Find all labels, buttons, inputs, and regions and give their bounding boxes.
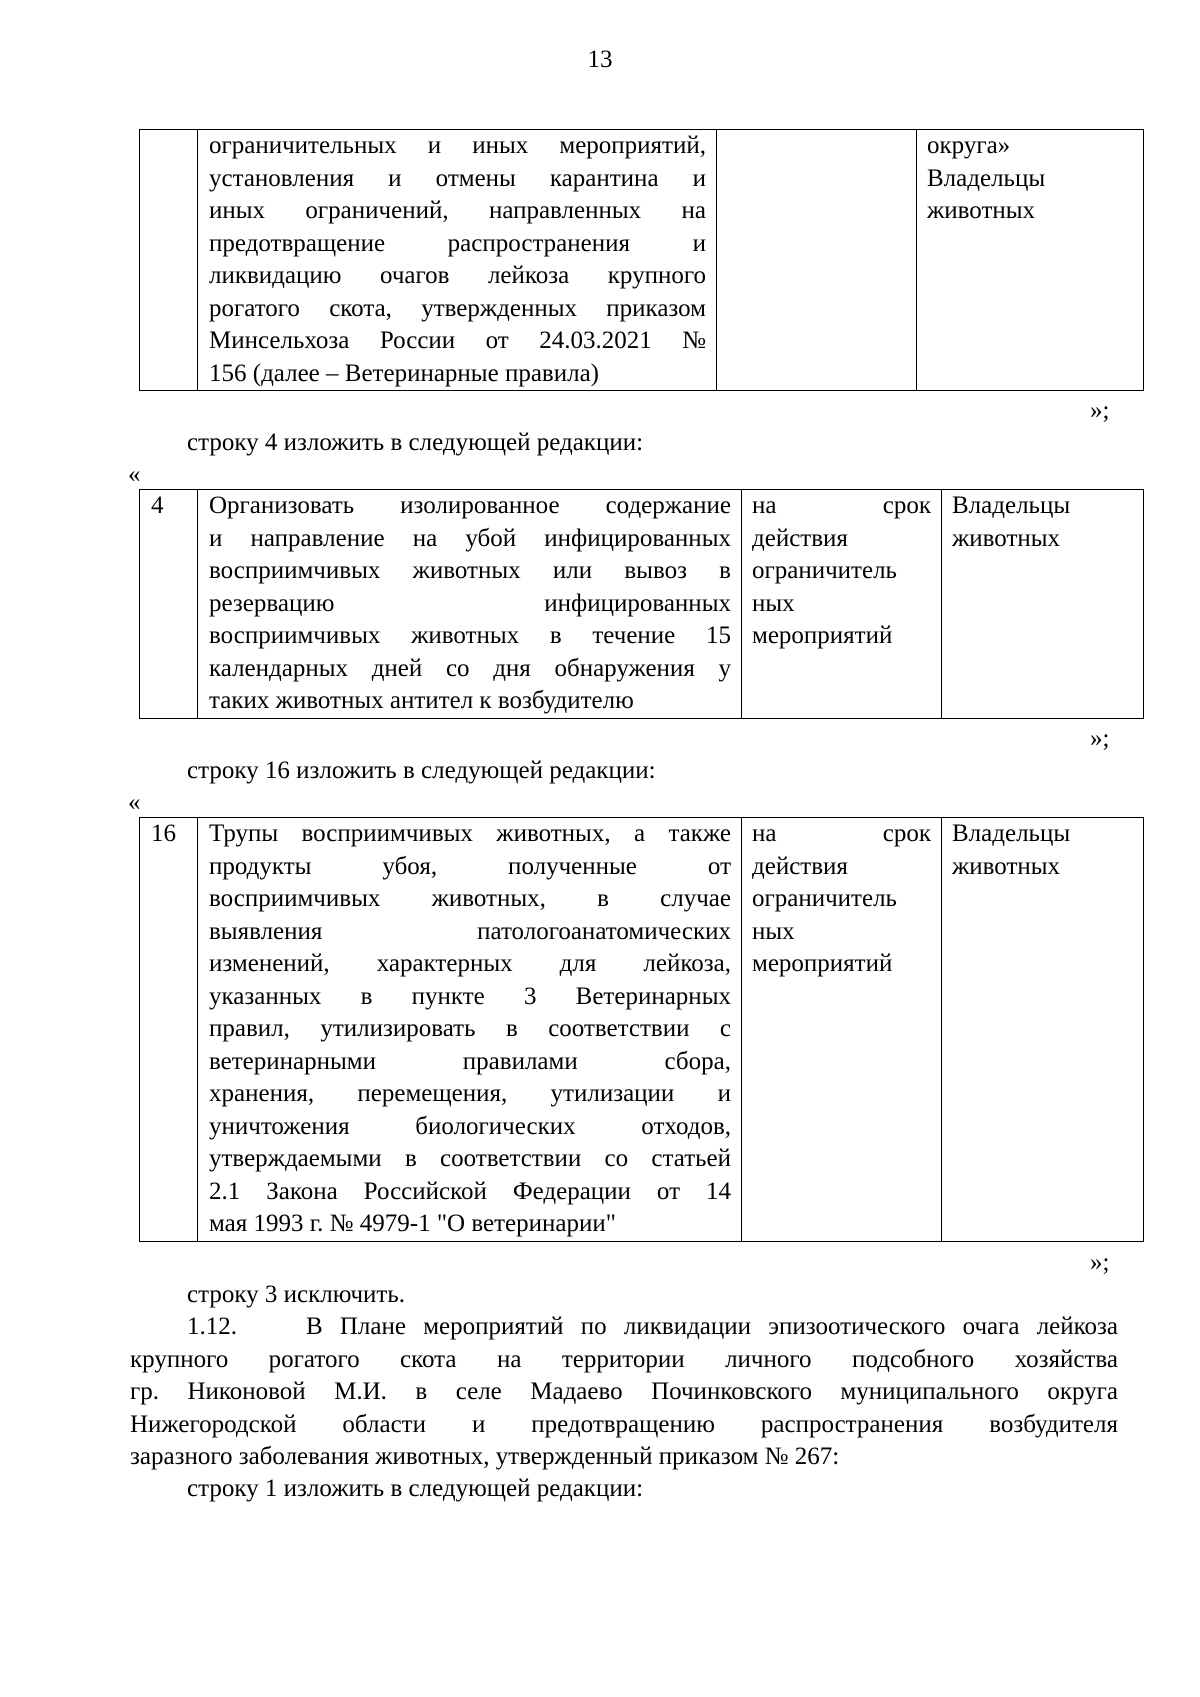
text-line: Владельцы: [927, 164, 1046, 192]
text-line: правил, утилизировать в соответствии с: [209, 1015, 731, 1042]
text-line: 1.12. В Плане мероприятий по ликвидации эпизоотического очага лейкоза: [187, 1313, 1118, 1340]
term-cell: [742, 818, 942, 1242]
page-number: 13: [587, 46, 613, 73]
responsible-cell: [942, 818, 1144, 1242]
instruction-line: строку 3 исключить.: [187, 1281, 405, 1308]
text-line: Нижегородской области и предотвращению распространения возбудителя: [130, 1410, 1118, 1438]
text-line: Владельцы: [952, 492, 1071, 519]
text-line: округа»: [927, 132, 1011, 159]
text-line: уничтожения биологических отходов,: [209, 1112, 731, 1140]
text-line: ных: [752, 589, 795, 617]
text-line: ограничительных и иных мероприятий,: [209, 132, 706, 159]
text-line: мая 1993 г. № 4979-1 "О ветеринарии": [209, 1210, 616, 1237]
text-line: 156 (далее – Ветеринарные правила): [209, 359, 600, 387]
measure-cell: [198, 130, 717, 391]
text-line: предотвращение распространения и: [209, 229, 706, 257]
table-continuation: [139, 129, 1144, 391]
text-line: ных: [752, 917, 795, 945]
text-line: продукты убоя, полученные от: [209, 852, 731, 880]
text-line: Минсельхоза России от 24.03.2021 №: [209, 327, 706, 354]
text-line: на срок: [752, 820, 931, 847]
closing-quote: »;: [1090, 1249, 1110, 1276]
row-number-cell: 4: [140, 490, 198, 719]
text-line: гр. Никоновой М.И. в селе Мадаево Починковского муниципального округа: [130, 1378, 1118, 1405]
measure-cell: [198, 490, 742, 719]
text-line: на срок: [752, 492, 931, 519]
instruction-line: строку 16 изложить в следующей редакции:: [187, 757, 656, 784]
text-line: календарных дней со дня обнаружения у: [209, 654, 731, 682]
text-line: Владельцы: [952, 820, 1071, 847]
text-line: выявления патологоанатомических: [209, 917, 731, 945]
text-line: крупного рогатого скота на территории личного подсобного хозяйства: [130, 1345, 1118, 1373]
text-line: хранения, перемещения, утилизации и: [209, 1080, 731, 1107]
responsible-cell: [917, 130, 1144, 391]
term-cell: [717, 130, 917, 391]
text-line: восприимчивых животных, в случае: [209, 885, 731, 912]
instruction-line: строку 1 изложить в следующей редакции:: [187, 1475, 644, 1502]
term-cell: [742, 490, 942, 719]
table-row: [140, 130, 1144, 391]
table-row: [140, 818, 1144, 1242]
text-line: изменений, характерных для лейкоза,: [209, 950, 731, 977]
text-line: животных: [952, 524, 1061, 552]
text-line: Трупы восприимчивых животных, а также: [209, 820, 731, 847]
text-line: ветеринарными правилами сбора,: [209, 1047, 731, 1075]
text-line: иных ограничений, направленных на: [209, 197, 706, 224]
measure-cell: [198, 818, 742, 1242]
row-number-cell: 16: [140, 818, 198, 1242]
text-line: ограничитель: [752, 885, 897, 912]
text-line: таких животных антител к возбудителю: [209, 687, 634, 714]
text-line: установления и отмены карантина и: [209, 164, 706, 192]
instruction-line: строку 4 изложить в следующей редакции:: [187, 429, 644, 456]
text-line: действия: [752, 852, 848, 880]
table-row-4: [139, 489, 1144, 719]
row-number-cell: [140, 130, 198, 391]
text-line: животных: [952, 852, 1061, 880]
closing-quote: »;: [1090, 725, 1110, 752]
closing-quote: »;: [1090, 397, 1110, 424]
text-line: и направление на убой инфицированных: [209, 524, 731, 552]
text-line: мероприятий: [752, 950, 893, 977]
text-line: животных: [927, 197, 1036, 224]
text-line: заразного заболевания животных, утвержденный приказом № 267:: [130, 1443, 840, 1470]
text-line: Организовать изолированное содержание: [209, 492, 731, 519]
text-line: ограничитель: [752, 557, 897, 584]
opening-quote: «: [128, 789, 141, 816]
text-line: утверждаемыми в соответствии со статьей: [209, 1145, 731, 1172]
text-line: мероприятий: [752, 622, 893, 649]
text-line: рогатого скота, утвержденных приказом: [209, 294, 706, 322]
text-line: восприимчивых животных в течение 15: [209, 622, 731, 649]
text-line: резервацию инфицированных: [209, 589, 731, 617]
text-line: 2.1 Закона Российской Федерации от 14: [209, 1177, 731, 1205]
responsible-cell: [942, 490, 1144, 719]
opening-quote: «: [128, 461, 141, 488]
paragraph-1-12: [130, 1311, 1118, 1474]
table-row: [140, 490, 1144, 719]
text-line: указанных в пункте 3 Ветеринарных: [209, 982, 731, 1010]
text-line: восприимчивых животных или вывоз в: [209, 557, 731, 584]
text-line: ликвидацию очагов лейкоза крупного: [209, 262, 706, 289]
text-line: действия: [752, 524, 848, 552]
table-row-16: [139, 817, 1144, 1242]
